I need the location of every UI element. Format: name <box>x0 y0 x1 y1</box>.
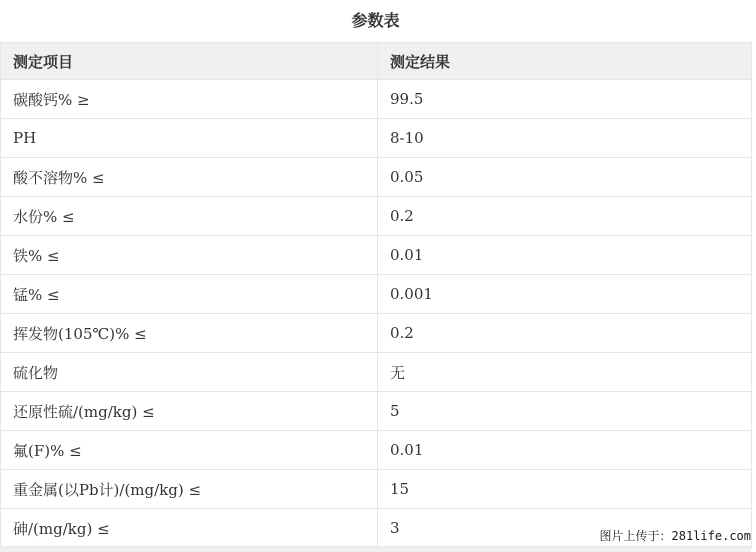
result-cell: 15 <box>378 470 752 509</box>
table-row <box>1 431 752 470</box>
item-cell: 氟(F)% ≤ <box>1 431 378 470</box>
table-row <box>1 80 752 119</box>
table-body <box>1 80 752 548</box>
result-cell: 0.001 <box>378 275 752 314</box>
table-row <box>1 470 752 509</box>
item-cell: 酸不溶物% ≤ <box>1 158 378 197</box>
table-row <box>1 158 752 197</box>
item-cell: 挥发物(105℃)% ≤ <box>1 314 378 353</box>
item-cell: 砷/(mg/kg) ≤ <box>1 509 378 548</box>
table-row <box>1 314 752 353</box>
column-header-result: 测定结果 <box>378 43 752 80</box>
item-cell: 硫化物 <box>1 353 378 392</box>
table-row <box>1 275 752 314</box>
table-row <box>1 392 752 431</box>
header-row <box>1 43 752 80</box>
table-row <box>1 353 752 392</box>
item-cell: 碳酸钙% ≥ <box>1 80 378 119</box>
result-cell: 无 <box>378 353 752 392</box>
parameter-table <box>0 42 752 548</box>
item-cell: 水份% ≤ <box>1 197 378 236</box>
result-cell: 0.2 <box>378 314 752 353</box>
result-cell: 0.05 <box>378 158 752 197</box>
result-cell: 8-10 <box>378 119 752 158</box>
column-header-item: 测定项目 <box>1 43 378 80</box>
result-cell: 99.5 <box>378 80 752 119</box>
cutoff-next-table-header <box>0 546 751 552</box>
page-title: 参数表 <box>351 11 400 30</box>
result-cell: 0.01 <box>378 236 752 275</box>
result-cell: 3 <box>378 509 752 548</box>
item-cell: 重金属(以Pb计)/(mg/kg) ≤ <box>1 470 378 509</box>
table-row <box>1 197 752 236</box>
watermark-text: 图片上传于：281life.com <box>599 529 751 543</box>
item-cell: 还原性硫/(mg/kg) ≤ <box>1 392 378 431</box>
item-cell: PH <box>1 119 378 158</box>
table-row <box>1 119 752 158</box>
result-cell: 0.01 <box>378 431 752 470</box>
result-cell: 5 <box>378 392 752 431</box>
title-spacer <box>0 32 756 42</box>
item-cell: 铁% ≤ <box>1 236 378 275</box>
result-cell: 0.2 <box>378 197 752 236</box>
item-cell: 锰% ≤ <box>1 275 378 314</box>
table-row <box>1 236 752 275</box>
